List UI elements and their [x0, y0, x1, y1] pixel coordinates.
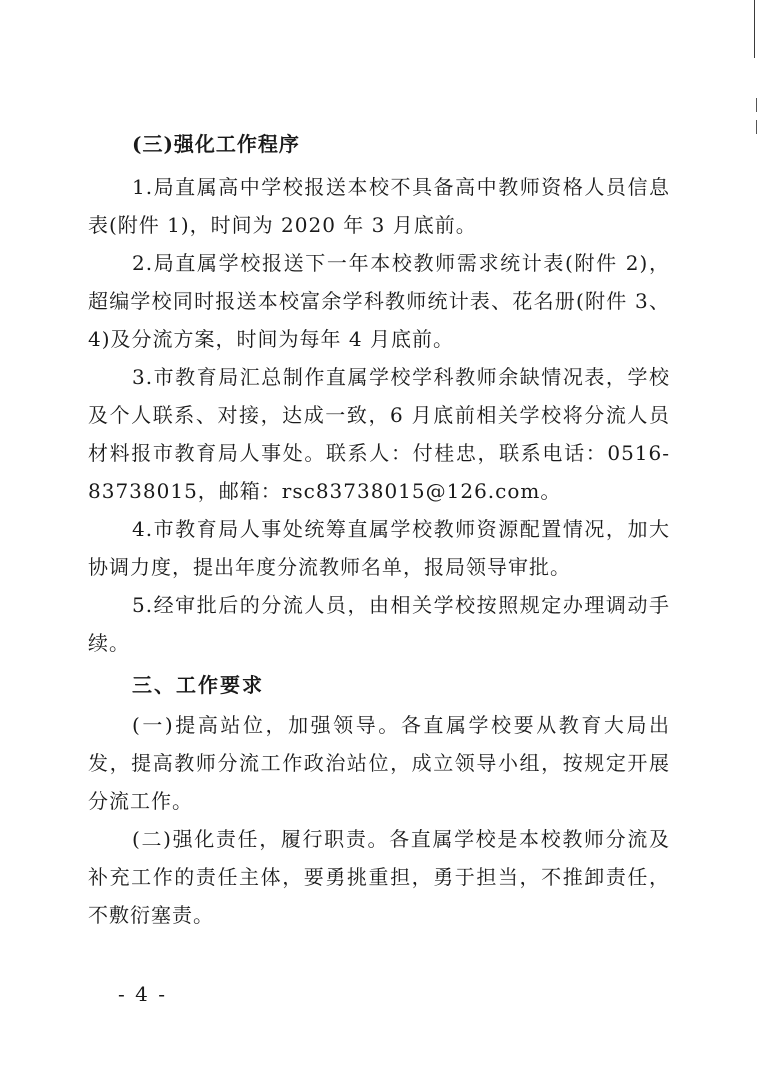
procedure-step-1: 1.局直属高中学校报送本校不具备高中教师资格人员信息表(附件 1)，时间为 2020 年 3 月底前。	[88, 175, 670, 237]
requirement-1: (一)提高站位，加强领导。各直属学校要从教育大局出发，提高教师分流工作政治站位，成立领导小组，按规定开展分流工作。	[88, 713, 670, 813]
procedure-step-4: 4.市教育局人事处统筹直属学校教师资源配置情况，加大协调力度，提出年度分流教师名单，报局领导审批。	[88, 517, 670, 579]
procedure-step-2: 2.局直属学校报送下一年本校教师需求统计表(附件 2)，超编学校同时报送本校富余学科教师统计表、花名册(附件 3、4)及分流方案，时间为每年 4 月底前。	[88, 251, 670, 351]
section-title: (三)强化工作程序	[132, 132, 300, 156]
document-body	[88, 130, 670, 934]
page-number: - 4 -	[118, 982, 167, 1006]
page-edge-line	[754, 0, 755, 58]
page-edge-mark	[756, 98, 757, 112]
requirement-2: (二)强化责任，履行职责。各直属学校是本校教师分流及补充工作的责任主体，要勇挑重担，勇于担当，不推卸责任，不敷衍塞责。	[88, 827, 670, 927]
page-edge-mark	[756, 120, 757, 134]
requirements-heading: 三、工作要求	[132, 673, 264, 697]
procedure-step-3: 3.市教育局汇总制作直属学校学科教师余缺情况表，学校及个人联系、对接，达成一致，6 月底前相关学校将分流人员材料报市教育局人事处。联系人：付桂忠，联系电话：0516-83738015，邮箱：rsc83738015@126.com。	[88, 365, 670, 503]
procedure-step-5: 5.经审批后的分流人员，由相关学校按照规定办理调动手续。	[88, 593, 670, 655]
